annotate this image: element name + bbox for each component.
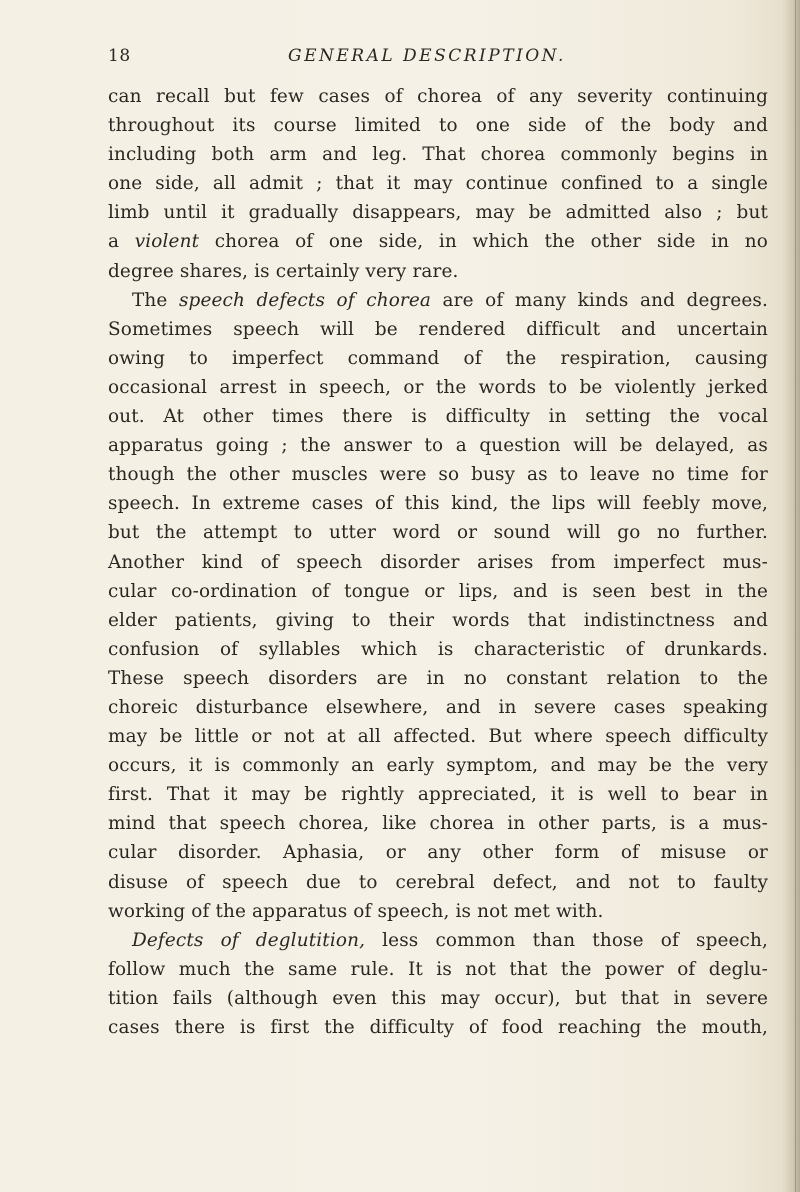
- text-line: confusion of syllables which is characteristic of drunkards.: [108, 638, 768, 660]
- paragraph-start-line: [108, 286, 768, 315]
- text-line: may be little or not at all affected. But where speech difficulty: [108, 726, 768, 748]
- text-line: apparatus going ; the answer to a question will be delayed, as: [108, 435, 768, 457]
- italic-run: violent: [134, 231, 200, 253]
- running-header: [108, 46, 768, 70]
- text-line: including both arm and leg. That chorea commonly begins in: [108, 144, 768, 166]
- italic-run: Defects of deglutition,: [132, 929, 366, 951]
- text-line: but the attempt to utter word or sound will go no further.: [108, 522, 768, 544]
- text-line: elder patients, giving to their words that indistinctness and: [108, 609, 768, 631]
- text-line: degree shares, is certainly very rare.: [108, 260, 459, 282]
- text-line: owing to imperfect command of the respiration, causing: [108, 347, 768, 369]
- text-line: tition fails (although even this may occur), but that in severe: [108, 987, 768, 1009]
- page-edge-shadow: [782, 0, 800, 1192]
- text-line: Sometimes speech will be rendered difficult and uncertain: [108, 318, 768, 340]
- text-line: follow much the same rule. It is not that the power of deglu-: [108, 958, 768, 980]
- running-title: GENERAL DESCRIPTION.: [288, 46, 566, 66]
- text-line: though the other muscles were so busy as to leave no time for: [108, 464, 768, 486]
- text-line: working of the apparatus of speech, is not met with.: [108, 900, 604, 922]
- body-text: [108, 82, 768, 1042]
- text-line: cases there is first the difficulty of food reaching the mouth,: [108, 1017, 768, 1038]
- text-line: can recall but few cases of chorea of any severity continuing: [108, 86, 768, 107]
- text-line: choreic disturbance elsewhere, and in severe cases speaking: [108, 696, 768, 718]
- text-line: These speech disorders are in no constant relation to the: [108, 667, 768, 689]
- text-line: limb until it gradually disappears, may be admitted also ; but: [108, 202, 768, 224]
- text-line: first. That it may be rightly appreciated, it is well to bear in: [108, 784, 768, 806]
- paragraph-start-line: [108, 926, 768, 955]
- text-line: cular co-ordination of tongue or lips, and is seen best in the: [108, 580, 768, 602]
- text-run: chorea of one side, in which the other side in no: [199, 231, 768, 253]
- text-line: Another kind of speech disorder arises from imperfect mus-: [108, 551, 768, 573]
- text-run: a: [108, 231, 135, 253]
- page-number: 18: [108, 46, 131, 66]
- text-run: less common than those of speech,: [365, 929, 768, 951]
- text-line: occurs, it is commonly an early symptom, and may be the very: [108, 755, 768, 777]
- text-line: speech. In extreme cases of this kind, the lips will feebly move,: [108, 493, 768, 515]
- text-line: occasional arrest in speech, or the words to be violently jerked: [108, 376, 768, 398]
- text-line: throughout its course limited to one side of the body and: [108, 115, 768, 137]
- text-line: out. At other times there is difficulty in setting the vocal: [108, 406, 768, 428]
- text-line: one side, all admit ; that it may continue confined to a single: [108, 173, 768, 195]
- text-line: disuse of speech due to cerebral defect, and not to faulty: [108, 871, 768, 893]
- text-run: are of many kinds and degrees.: [431, 289, 769, 311]
- text-line: cular disorder. Aphasia, or any other form of misuse or: [108, 842, 768, 864]
- text-line: [108, 227, 768, 256]
- italic-run: speech defects of chorea: [178, 289, 432, 311]
- text-run: The: [132, 289, 179, 311]
- page-edge-line: [795, 0, 796, 1192]
- text-line: mind that speech chorea, like chorea in other parts, is a mus-: [108, 813, 768, 835]
